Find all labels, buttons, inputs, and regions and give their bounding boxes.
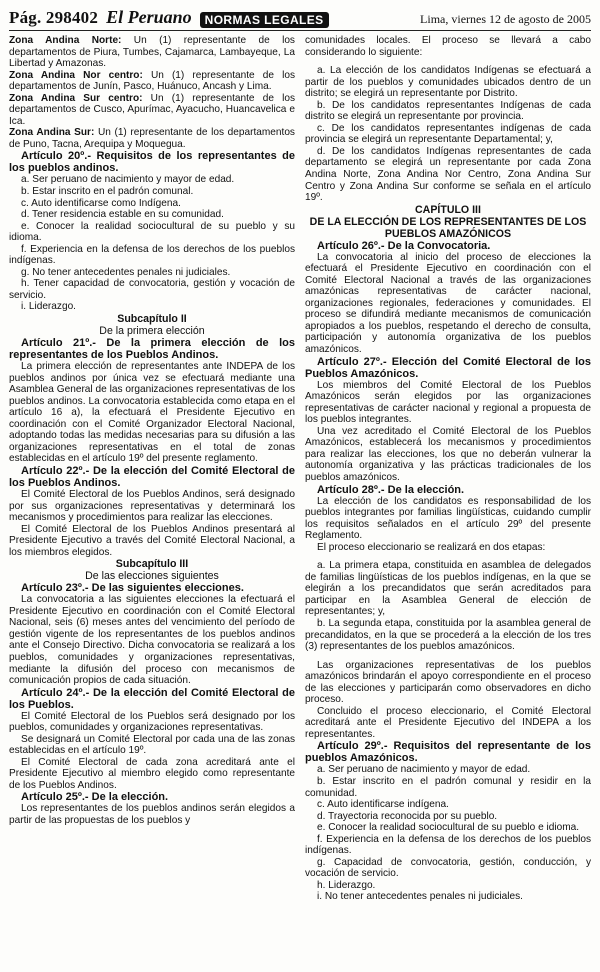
article-heading: Artículo 28º.- De la elección. xyxy=(317,483,465,496)
zone-paragraph xyxy=(9,35,295,70)
article-text: El Comité Electoral de los Pueblos Andinos presentará al Presidente Ejecutivo a través del Comité Electoral Nacional, a los miembros elegidos. xyxy=(9,523,295,558)
article-text: Los miembros del Comité Electoral de los Pueblos Amazónicos serán elegidos por las organizaciones representativas de carácter nacional y regional a propuesta de los pueblos integrantes. xyxy=(305,379,591,426)
zone-text: Un (1) representante de los departamentos de Puno, Tacna, Arequipa y Moquegua. xyxy=(9,127,295,150)
list-item: a. La elección de los candidatos Indígenas se efectuará a partir de los pueblos y comunidades ubicados dentro de un distrito; se elegirá un representante por Distrito. xyxy=(305,65,591,100)
chapter-title: CAPÍTULO III xyxy=(415,203,481,216)
list-item: d. De los candidatos Indígenas representantes de cada departamento se elegirá un representante por cada Zona Andina Norte, Zona Andina Nor Centro, Zona Andina Sur Centro y Zona Andina Sur conforme se señala en el artículo 19º. xyxy=(305,145,591,204)
list-item: i. Liderazgo. xyxy=(21,301,76,313)
list-item: d. Trayectoria reconocida por su pueblo. xyxy=(317,810,498,822)
article-text: Una vez acreditado el Comité Electoral de los Pueblos Amazónicos, establecerá los mecanismos y procedimientos para realizar las elecciones, los que no deberán vulnerar la autonomía organizativa y las prácticas tradicionales de los pueblos amazónicos. xyxy=(305,425,591,483)
subchapter-name: De las elecciones siguientes xyxy=(85,570,219,583)
article-heading: Artículo 20º.- Requisitos de los representantes de los pueblos andinos. xyxy=(9,150,295,175)
right-column xyxy=(305,35,591,903)
subchapter-name: De la primera elección xyxy=(99,325,205,338)
page-header xyxy=(9,6,591,31)
left-column xyxy=(9,35,295,903)
list-item: c. Auto identificarse indígena. xyxy=(317,799,449,811)
article-heading: Artículo 21º.- De la primera elección de los representantes de los Pueblos Andinos. xyxy=(9,337,295,362)
article-text: El Comité Electoral de cada zona acreditará ante el Presidente Ejecutivo al miembro elegido como representante de los Pueblos Andinos. xyxy=(9,756,295,791)
article-text: El Comité Electoral de los Pueblos Andinos, será designado por sus organizaciones representativas y determinará los mecanismos y procedimientos para realizar las elecciones. xyxy=(9,488,295,524)
zone-text: Un (1) representante de los departamentos de Piura, Tumbes, Cajamarca, Lambayeque, La Libertad y Amazonas. xyxy=(9,35,295,70)
list-item: f. Experiencia en la defensa de los derechos de los pueblos indígenas. xyxy=(305,833,591,857)
list-item: b. De los candidatos representantes Indígenas de cada distrito se elegirá un representante por provincia. xyxy=(305,99,591,123)
list-item: g. No tener antecedentes penales ni judiciales. xyxy=(21,266,231,278)
zone-text: Un (1) representante de los departamentos de Junín, Pasco, Huánuco, Ancash y Lima. xyxy=(9,69,295,93)
list-item: h. Liderazgo. xyxy=(317,879,376,891)
article-text: La elección de los candidatos es responsabilidad de los pueblos integrantes por familias lingüísticas, cuidando cumplir los requisitos señalados en el artículo 29º del presente Reglamento. xyxy=(305,495,591,542)
zone-paragraph xyxy=(9,93,295,128)
article-text: El proceso eleccionario se realizará en dos etapas: xyxy=(317,541,546,553)
subchapter-title: Subcapítulo III xyxy=(115,558,189,571)
zone-name: Zona Andina Norte: xyxy=(9,35,122,46)
list-item: c. Auto identificarse como Indígena. xyxy=(21,197,181,209)
article-heading: Artículo 27º.- Elección del Comité Electoral de los Pueblos Amazónicos. xyxy=(305,355,591,380)
article-heading: Artículo 26º.- De la Convocatoria. xyxy=(317,239,491,252)
article-heading: Artículo 24º.- De la elección del Comité Electoral de los Pueblos. xyxy=(9,686,295,711)
newspaper-logo: El Peruano xyxy=(106,7,192,27)
dateline: Lima, viernes 12 de agosto de 2005 xyxy=(420,12,591,26)
article-text: El Comité Electoral de los Pueblos será designado por los pueblos, comunidades y organizaciones representativas. xyxy=(9,710,295,734)
chapter-subtitle: DE LA ELECCIÓN DE LOS REPRESENTANTES DE LOS PUEBLOS AMAZÓNICOS xyxy=(309,215,587,240)
list-item: g. Capacidad de convocatoria, gestión, conducción, y vocación de servicio. xyxy=(305,856,591,880)
zone-paragraph xyxy=(9,70,295,93)
list-item: b. Estar inscrito en el padrón comunal y residir en la comunidad. xyxy=(305,775,591,799)
zone-paragraph xyxy=(9,127,295,150)
zone-name: Zona Andina Sur centro: xyxy=(9,92,143,104)
list-item: e. Conocer la realidad sociocultural de su pueblo e idioma. xyxy=(317,822,580,834)
list-item: c. De los candidatos representantes indígenas de cada provincia se elegirá un representante Departamental; y, xyxy=(305,122,591,146)
spacer xyxy=(305,58,591,65)
article-text: Concluido el proceso eleccionario, el Comité Electoral acreditará ante el Presidente Ejecutivo del INDEPA a los representantes. xyxy=(305,705,591,740)
list-item: b. La segunda etapa, constituida por la asamblea general de precandidatos, en la que se procederá a la elección de los tres (3) representantes de los pueblos amazónicos. xyxy=(305,617,591,653)
article-heading: Artículo 25º.- De la elección. xyxy=(21,791,169,804)
zone-text: Un (1) representante de los departamentos de Cusco, Apurímac, Ayacucho, Huancavelica e Ica. xyxy=(9,92,296,127)
list-item: a. Ser peruano de nacimiento y mayor de edad. xyxy=(317,764,531,776)
text-columns xyxy=(9,35,591,903)
article-text: comunidades locales. El proceso se llevará a cabo considerando lo siguiente: xyxy=(305,35,591,58)
article-text: Los representantes de los pueblos andinos serán elegidos a partir de las propuestas de los pueblos y xyxy=(9,803,295,826)
zone-name: Zona Andina Sur: xyxy=(9,127,95,139)
header-left xyxy=(9,7,329,28)
article-text: La convocatoria a las siguientes elecciones la efectuará el Presidente Ejecutivo en coordinación con el Comité Electoral Nacional, seis (6) meses antes del vencimiento del período de gestión vigente de los representantes de los pueblos andinos ante el Consejo Directivo. Dicha convocatoria se realizará a los pueblos, comunidades y organizaciones representativas, mediante la difusión del proceso con mecanismos de comunicación propios de cada situación. xyxy=(9,594,295,687)
page-number: Pág. 298402 xyxy=(9,8,99,27)
list-item: f. Experiencia en la defensa de los derechos de los pueblos indígenas. xyxy=(9,243,295,267)
article-heading: Artículo 29º.- Requisitos del representante de los pueblos Amazónicos. xyxy=(305,740,591,765)
list-item: a. La primera etapa, constituida en asamblea de delegados de familias lingüísticas de los pueblos indígenas, en la que se elegirán a los precandidatos que serán acreditados para participar en la Asamblea General de elección de representantes; y, xyxy=(305,560,591,618)
article-heading: Artículo 22º.- De la elección del Comité Electoral de los Pueblos Andinos. xyxy=(9,464,295,489)
article-text: Las organizaciones representativas de los pueblos amazónicos brindarán el apoyo correspondiente en el proceso de las elecciones y participarán como observadores en dicho proceso. xyxy=(305,659,591,706)
list-item: e. Conocer la realidad sociocultural de su pueblo y su idioma. xyxy=(9,220,295,244)
article-text: La primera elección de representantes ante INDEPA de los pueblos andinos por única vez se efectuará mediante una Asamblea General de las organizaciones representativas de los pueblos andinos. La convocatoria establecida como etapa en el artículo 16 a), la efectuará el Presidente Ejecutivo en coordinación con el Comité Organizador Electoral Nacional, adoptando todas las medidas necesarias para su difusión a las organizaciones representativas en el total de zonas establecidas en el artículo 19º del presente reglamento. xyxy=(9,361,295,465)
spacer xyxy=(305,653,591,660)
list-item: h. Tener capacidad de convocatoria, gestión y vocación de servicio. xyxy=(9,278,295,301)
article-text: Se designará un Comité Electoral por cada una de las zonas establecidas en el artículo 19º. xyxy=(9,733,295,757)
zone-name: Zona Andina Nor centro: xyxy=(9,69,143,81)
subchapter-title: Subcapítulo II xyxy=(117,313,187,326)
spacer xyxy=(305,553,591,560)
list-item: b. Estar inscrito en el padrón comunal. xyxy=(21,186,194,198)
article-heading: Artículo 23º.- De las siguientes elecciones. xyxy=(21,582,244,595)
section-badge: NORMAS LEGALES xyxy=(200,12,329,28)
article-text: La convocatoria al inicio del proceso de elecciones la efectuará el Presidente Ejecutivo en coordinación con el Comité Electoral Nacional a través de las organizaciones amazónicas representativas de carácter nacional, organizaciones regionales, federaciones y comunidades. El proceso se difundirá mediante mecanismos de comunicación apropiados a los pueblos, respetando el derecho de consulta, participación y autonomía organizativa de los pueblos amazónicos. xyxy=(305,251,591,356)
list-item: d. Tener residencia estable en su comunidad. xyxy=(21,209,224,221)
list-item: a. Ser peruano de nacimiento y mayor de edad. xyxy=(21,174,235,186)
list-item: i. No tener antecedentes penales ni judiciales. xyxy=(317,891,523,903)
